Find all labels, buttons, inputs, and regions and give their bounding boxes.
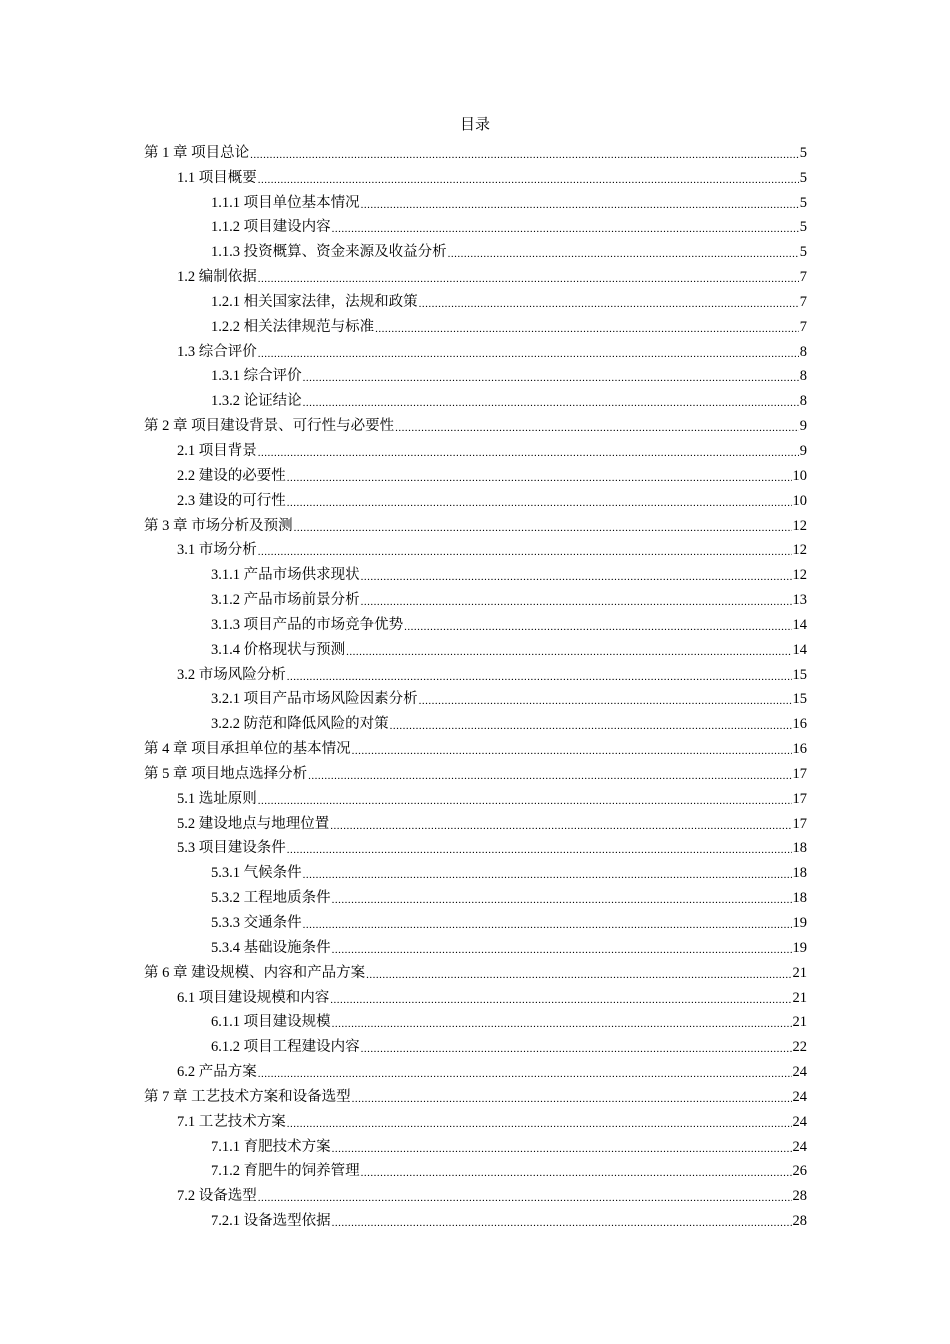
toc-entry-label: 1.1.3 投资概算、资金来源及收益分析 [211,244,447,261]
toc-entry-label: 3.2.1 项目产品市场风险因素分析 [211,691,418,708]
toc-entry-page-number: 5 [799,244,807,261]
dot-leader [361,594,792,610]
toc-entry-page-number: 22 [792,1039,807,1056]
toc-entry[interactable] [144,635,807,660]
toc-entry-page-number: 19 [792,939,807,956]
dot-leader [303,370,799,386]
dot-leader [332,1016,792,1032]
dot-leader [287,495,792,511]
dot-leader [287,1116,792,1132]
toc-entry-label: 1.1.1 项目单位基本情况 [211,194,360,211]
toc-entry-page-number: 28 [792,1188,807,1205]
dot-leader [361,197,799,213]
toc-entry-page-number: 9 [799,442,807,459]
toc-entry-page-number: 13 [792,592,807,609]
toc-entry-page-number: 8 [799,343,807,360]
dot-leader [404,619,791,635]
dot-leader [346,644,791,660]
toc-entry-page-number: 8 [799,368,807,385]
toc-entry-label: 1.3.2 论证结论 [211,393,302,410]
dot-leader [375,321,799,337]
dot-leader [419,693,792,709]
dot-leader [308,768,791,784]
dot-leader [361,569,792,585]
toc-entry-label: 5.3.1 气候条件 [211,865,302,882]
toc-entry-label: 第 1 章 项目总论 [144,144,250,161]
dot-leader [419,296,799,312]
toc-entry[interactable] [144,312,807,337]
toc-entry-label: 7.1.2 育肥牛的饲养管理 [211,1163,360,1180]
toc-entry-page-number: 12 [792,517,807,534]
toc-entry[interactable] [144,1132,807,1157]
dot-leader [258,793,792,809]
toc-entry-page-number: 5 [799,194,807,211]
toc-entry-label: 3.1.2 产品市场前景分析 [211,592,360,609]
toc-entry-page-number: 5 [799,144,807,161]
toc-entry-page-number: 16 [792,716,807,733]
dot-leader [361,1165,792,1181]
dot-leader [448,246,799,262]
toc-entry-label: 6.1.2 项目工程建设内容 [211,1039,360,1056]
toc-entry-label: 7.1 工艺技术方案 [177,1113,286,1130]
toc-entry-label: 1.2 编制依据 [177,269,257,286]
dot-leader [258,172,799,188]
dot-leader [303,867,792,883]
toc-entry[interactable] [144,1157,807,1182]
dot-leader [258,445,799,461]
toc-entry[interactable] [144,1082,807,1107]
toc-entry-page-number: 15 [792,666,807,683]
toc-entry[interactable] [144,958,807,983]
toc-entry-page-number: 21 [792,1014,807,1031]
toc-entry-page-number: 24 [792,1064,807,1081]
toc-entry-page-number: 7 [799,269,807,286]
toc-entry[interactable] [144,883,807,908]
toc-entry[interactable] [144,287,807,312]
toc-entry-label: 7.1.1 育肥技术方案 [211,1138,331,1155]
toc-entry-page-number: 17 [792,790,807,807]
toc-entry-label: 7.2 设备选型 [177,1188,257,1205]
toc-entry-label: 6.1 项目建设规模和内容 [177,989,330,1006]
toc-entry-page-number: 10 [792,492,807,509]
toc-entry[interactable] [144,486,807,511]
toc-entry-label: 3.1 市场分析 [177,542,257,559]
dot-leader [332,1215,792,1231]
dot-leader [330,992,791,1008]
toc-entry[interactable] [144,759,807,784]
toc-entry[interactable] [144,983,807,1008]
toc-entry[interactable] [144,834,807,859]
toc-entry-label: 第 6 章 建设规模、内容和产品方案 [144,964,366,981]
dot-leader [287,842,792,858]
toc-entry-label: 3.1.4 价格现状与预测 [211,641,346,658]
dot-leader [303,917,792,933]
toc-entry[interactable] [144,1206,807,1231]
toc-entry[interactable] [144,1057,807,1082]
toc-entry-page-number: 9 [799,418,807,435]
toc-entry-label: 第 4 章 项目承担单位的基本情况 [144,741,351,758]
toc-entry-label: 3.2.2 防范和降低风险的对策 [211,716,389,733]
toc-entry-page-number: 16 [792,741,807,758]
toc-entry-label: 7.2.1 设备选型依据 [211,1213,331,1230]
toc-entry[interactable] [144,138,807,163]
dot-leader [366,967,791,983]
toc-entry-label: 1.3 综合评价 [177,343,257,360]
dot-leader [352,743,792,759]
toc-entry-label: 5.2 建设地点与地理位置 [177,815,330,832]
toc-entry[interactable] [144,784,807,809]
toc-entry[interactable] [144,262,807,287]
toc-entry-page-number: 21 [792,964,807,981]
toc-entry-page-number: 12 [792,542,807,559]
toc-entry-label: 第 5 章 项目地点选择分析 [144,765,308,782]
toc-entry[interactable] [144,411,807,436]
toc-entry-page-number: 5 [799,169,807,186]
toc-entry-page-number: 24 [792,1088,807,1105]
toc-entry-page-number: 14 [792,616,807,633]
dot-leader [330,818,791,834]
toc-entry-page-number: 15 [792,691,807,708]
toc-entry-label: 5.3.3 交通条件 [211,915,302,931]
toc-entry[interactable] [144,188,807,213]
toc-entry[interactable] [144,237,807,262]
toc-entry-page-number: 21 [792,989,807,1006]
toc-entry-label: 6.1.1 项目建设规模 [211,1014,331,1031]
toc-entry-page-number: 24 [792,1138,807,1155]
toc-entry-label: 5.3.4 基础设施条件 [211,939,331,956]
toc-entry-page-number: 7 [799,293,807,310]
toc-entry[interactable] [144,734,807,759]
dot-leader [258,1190,792,1206]
toc-entry[interactable] [144,1181,807,1206]
toc-entry-page-number: 7 [799,318,807,335]
toc-entry-label: 第 2 章 项目建设背景、可行性与必要性 [144,418,395,435]
toc-entry-page-number: 19 [792,915,807,931]
toc-entry[interactable] [144,709,807,734]
toc-entry[interactable] [144,386,807,411]
toc-entry-label: 5.3.2 工程地质条件 [211,890,331,907]
toc-entry-label: 5.1 选址原则 [177,790,257,807]
toc-entry[interactable] [144,585,807,610]
toc-entry-page-number: 18 [792,890,807,907]
table-of-contents [144,138,807,1231]
toc-entry-label: 2.2 建设的必要性 [177,467,286,484]
toc-entry[interactable] [144,213,807,238]
dot-leader [258,271,799,287]
toc-entry[interactable] [144,858,807,883]
toc-entry-label: 第 3 章 市场分析及预测 [144,517,293,534]
toc-entry[interactable] [144,933,807,958]
dot-leader [287,470,792,486]
toc-entry-label: 1.3.1 综合评价 [211,368,302,385]
toc-entry-label: 2.3 建设的可行性 [177,492,286,509]
toc-entry-label: 1.1.2 项目建设内容 [211,219,331,236]
dot-leader [390,718,792,734]
toc-entry-page-number: 8 [799,393,807,410]
dot-leader [332,221,799,237]
toc-entry-page-number: 17 [792,815,807,832]
dot-leader [303,395,799,411]
toc-entry-page-number: 12 [792,567,807,584]
dot-leader [395,420,799,436]
dot-leader [332,942,792,958]
toc-entry-label: 3.1.1 产品市场供求现状 [211,567,360,584]
dot-leader [250,147,799,163]
toc-entry-page-number: 18 [792,840,807,857]
toc-entry-page-number: 24 [792,1113,807,1130]
toc-entry[interactable] [144,163,807,188]
toc-entry-label: 1.2.2 相关法律规范与标准 [211,318,375,335]
dot-leader [258,544,792,560]
dot-leader [361,1041,792,1057]
toc-entry-label: 6.2 产品方案 [177,1064,257,1081]
toc-entry[interactable] [144,560,807,585]
toc-entry[interactable] [144,908,807,933]
toc-entry[interactable] [144,809,807,834]
toc-entry-label: 1.1 项目概要 [177,169,257,186]
dot-leader [332,892,792,908]
toc-entry[interactable] [144,436,807,461]
toc-entry[interactable] [144,610,807,635]
toc-entry[interactable] [144,1008,807,1033]
toc-entry[interactable] [144,685,807,710]
dot-leader [332,1141,792,1157]
toc-entry-page-number: 28 [792,1213,807,1230]
toc-entry[interactable] [144,1107,807,1132]
toc-entry-label: 1.2.1 相关国家法律，法规和政策 [211,293,418,310]
toc-entry[interactable] [144,362,807,387]
toc-entry-label: 第 7 章 工艺技术方案和设备选型 [144,1088,351,1105]
toc-entry-page-number: 18 [792,865,807,882]
toc-title: 目录 [459,117,490,133]
dot-leader [352,1091,792,1107]
toc-entry-label: 2.1 项目背景 [177,442,257,459]
toc-entry[interactable] [144,660,807,685]
toc-entry[interactable] [144,461,807,486]
toc-entry-page-number: 10 [792,467,807,484]
toc-entry-page-number: 26 [792,1163,807,1180]
toc-entry[interactable] [144,1032,807,1057]
toc-entry[interactable] [144,337,807,362]
toc-entry-label: 3.1.3 项目产品的市场竞争优势 [211,616,404,633]
toc-entry[interactable] [144,511,807,536]
toc-entry-page-number: 5 [799,219,807,236]
dot-leader [294,520,792,536]
dot-leader [287,669,792,685]
toc-entry-label: 5.3 项目建设条件 [177,840,286,857]
dot-leader [258,346,799,362]
toc-entry-label: 3.2 市场风险分析 [177,666,286,683]
toc-entry-page-number: 17 [792,765,807,782]
toc-entry[interactable] [144,536,807,561]
dot-leader [258,1066,792,1082]
toc-entry-page-number: 14 [792,641,807,658]
